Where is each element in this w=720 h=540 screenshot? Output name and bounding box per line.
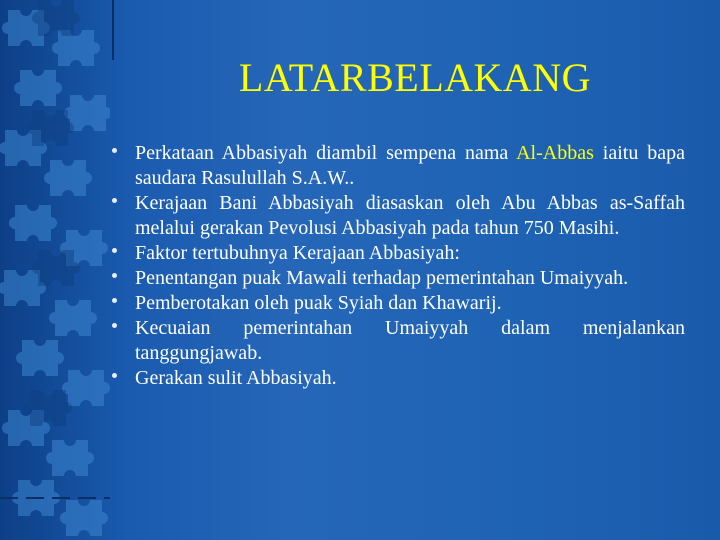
bullet-text: Kecuaian pemerintahan Umaiyyah dalam menjalankan tanggungjawab. <box>135 317 685 364</box>
vertical-divider <box>112 0 114 60</box>
bullet-text: Gerakan sulit Abbasiyah. <box>135 367 337 389</box>
bullet-text: Pemberotakan oleh puak Syiah dan Khawarij. <box>135 292 502 314</box>
bullet-item <box>110 316 685 366</box>
accent-text: Al- <box>516 142 543 164</box>
bullet-dot <box>112 323 117 328</box>
bullet-text-before: Perkataan Abbasiyah diambil sempena nama <box>135 142 517 164</box>
bullet-item <box>110 291 685 316</box>
bullet-text-after: iaitu bapa saudara Rasulullah S.A.W.. <box>135 142 685 189</box>
bullet-item <box>110 266 685 291</box>
bullet-dot <box>112 248 117 253</box>
bullet-dot <box>112 198 117 203</box>
bullet-text: Penentangan puak Mawali terhadap pemerintahan Umaiyyah. <box>135 267 629 289</box>
bullet-item <box>110 191 685 241</box>
bullet-dot <box>112 298 117 303</box>
bullet-item <box>110 366 685 391</box>
horizontal-divider <box>0 497 110 499</box>
bullet-list <box>110 141 685 391</box>
bullet-item <box>110 241 685 266</box>
puzzle-decoration <box>0 0 110 540</box>
bullet-item <box>110 141 685 191</box>
slide-title: LATARBELAKANG <box>238 55 592 100</box>
bullet-dot <box>112 273 117 278</box>
puzzle-pattern-graphic <box>0 0 110 540</box>
bullet-text: Faktor tertubuhnya Kerajaan Abbasiyah: <box>135 242 460 264</box>
bullet-dot <box>112 148 117 153</box>
bullet-dot <box>112 373 117 378</box>
accent-text: Abbas <box>542 142 594 164</box>
bullet-text: Kerajaan Bani Abbasiyah diasaskan oleh Abu Abbas as-Saffah melalui gerakan Pevolusi Abbasiyah pada tahun 750 Masihi. <box>135 192 685 239</box>
